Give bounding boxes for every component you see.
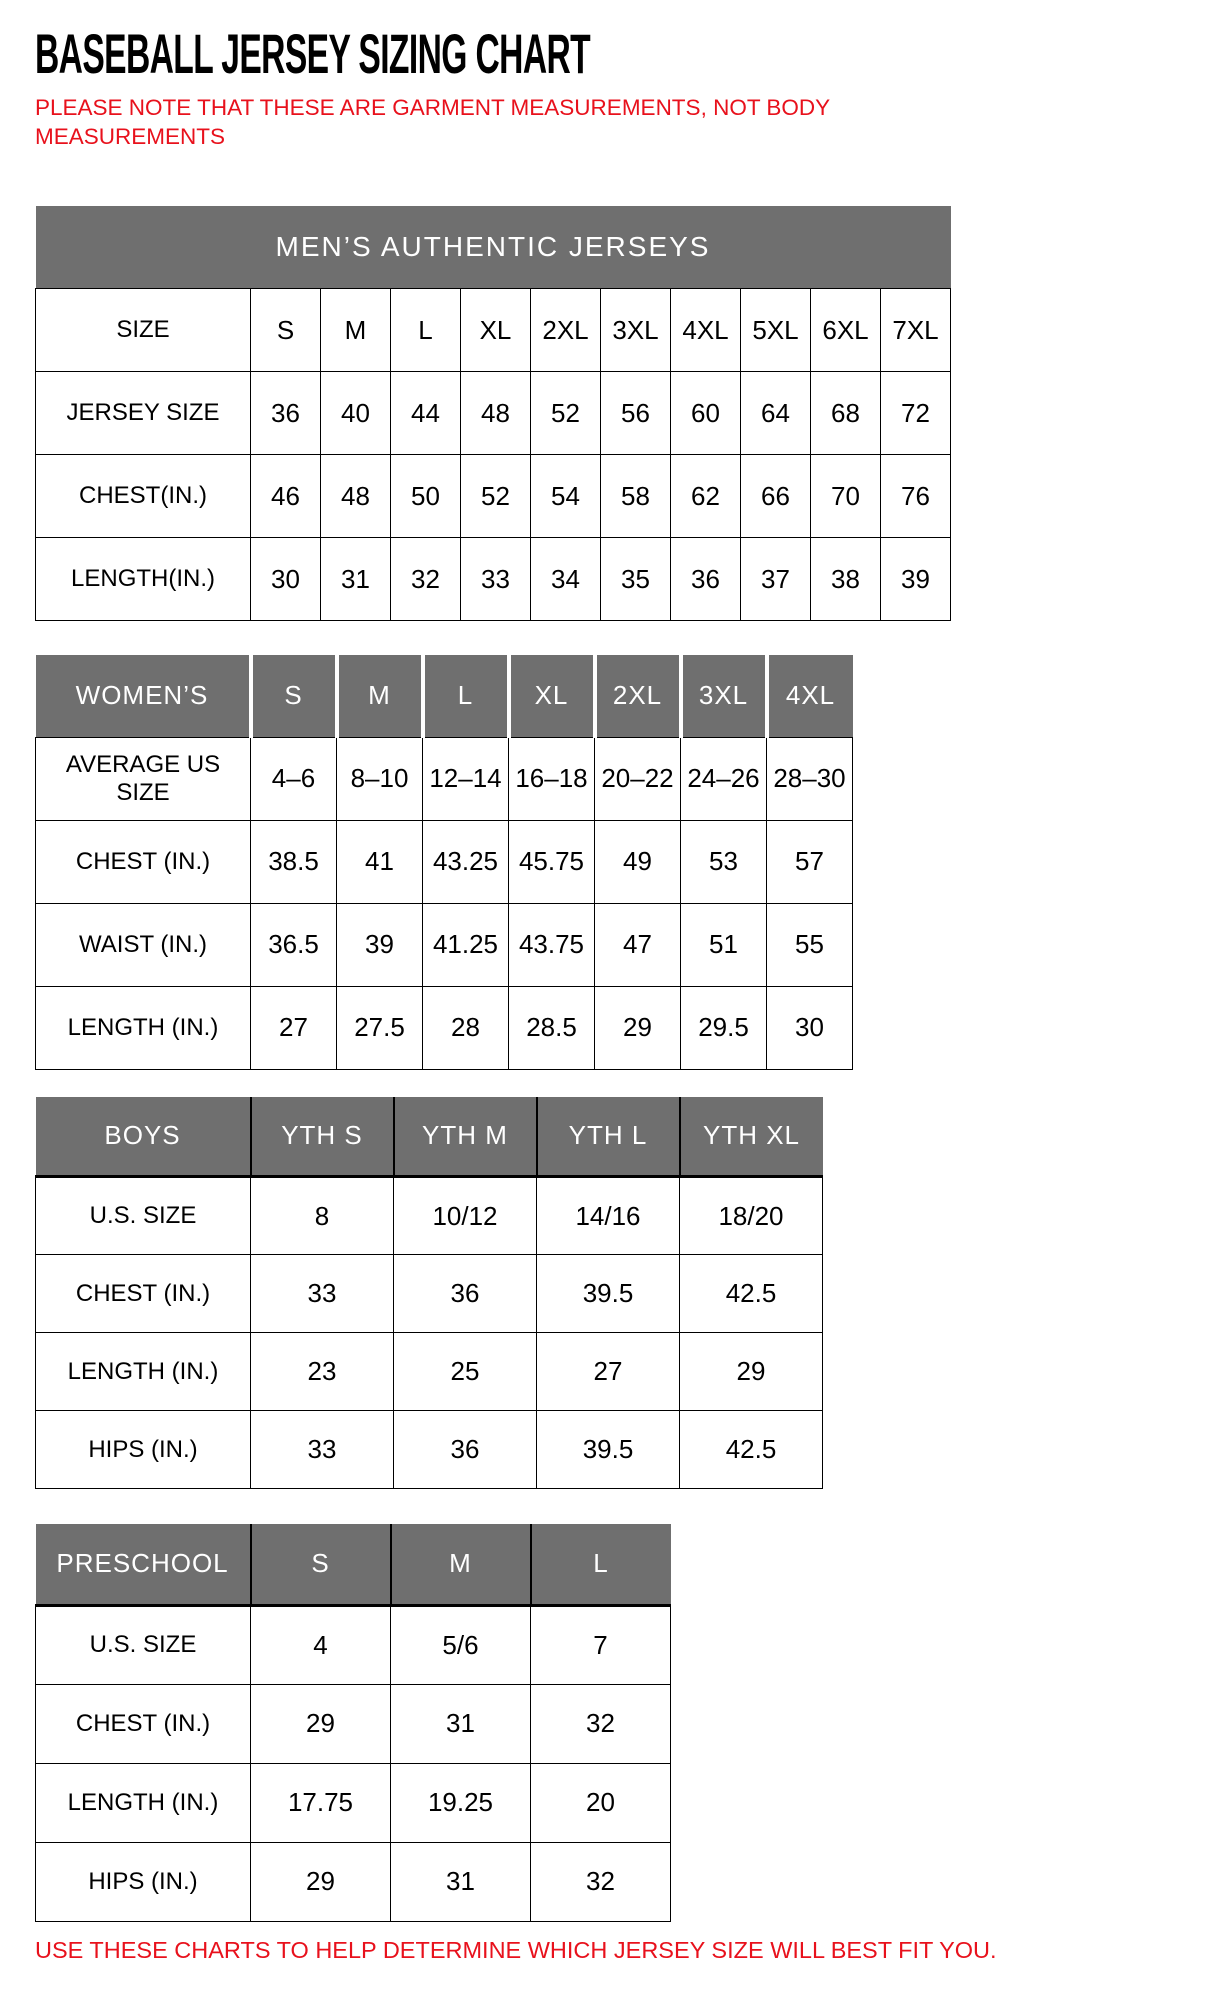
boys-sizing-table [35, 1097, 823, 1490]
data-cell: 8–10 [337, 737, 423, 820]
data-cell: 41 [337, 820, 423, 903]
data-cell: 10/12 [394, 1177, 537, 1255]
data-cell: 32 [391, 538, 461, 621]
column-header-cell: M [321, 289, 391, 372]
data-cell: 45.75 [509, 820, 595, 903]
womens-length-row [36, 986, 853, 1069]
data-cell: 8 [251, 1177, 394, 1255]
mens-chest-row [36, 455, 951, 538]
data-cell: 48 [321, 455, 391, 538]
data-cell: 33 [461, 538, 531, 621]
preschool-chest-row [36, 1684, 671, 1763]
data-cell: 39 [881, 538, 951, 621]
column-header-cell: 7XL [881, 289, 951, 372]
table-title-cell: PRESCHOOL [36, 1524, 251, 1605]
column-header-cell: YTH M [394, 1097, 537, 1177]
data-cell: 46 [251, 455, 321, 538]
column-header-cell: 2XL [531, 289, 601, 372]
fit-advice-footer: USE THESE CHARTS TO HELP DETERMINE WHICH JERSEY SIZE WILL BEST FIT YOU. [35, 1936, 997, 1963]
column-header-cell: 3XL [681, 655, 767, 737]
mens-banner-row [36, 206, 951, 289]
data-cell: 62 [671, 455, 741, 538]
data-cell: 58 [601, 455, 671, 538]
table-title-cell: BOYS [36, 1097, 251, 1177]
preschool-header-row [36, 1524, 671, 1605]
data-cell: 33 [251, 1411, 394, 1489]
data-cell: 54 [531, 455, 601, 538]
data-cell: 36 [671, 538, 741, 621]
data-cell: 14/16 [537, 1177, 680, 1255]
data-cell: 25 [394, 1333, 537, 1411]
row-label-cell: CHEST(IN.) [36, 455, 251, 538]
data-cell: 29 [680, 1333, 823, 1411]
column-header-cell: S [251, 289, 321, 372]
data-cell: 72 [881, 372, 951, 455]
data-cell: 40 [321, 372, 391, 455]
row-label-cell: CHEST (IN.) [36, 1255, 251, 1333]
row-label-cell: LENGTH (IN.) [36, 986, 251, 1069]
data-cell: 53 [681, 820, 767, 903]
data-cell: 31 [321, 538, 391, 621]
data-cell: 57 [767, 820, 853, 903]
mens-sizing-table [35, 206, 951, 622]
column-header-cell: L [391, 289, 461, 372]
row-label-cell: U.S. SIZE [36, 1177, 251, 1255]
row-label-cell: LENGTH(IN.) [36, 538, 251, 621]
data-cell: 39.5 [537, 1411, 680, 1489]
column-header-cell: L [531, 1524, 671, 1605]
data-cell: 27 [537, 1333, 680, 1411]
womens-waist-row [36, 903, 853, 986]
data-cell: 16–18 [509, 737, 595, 820]
row-label-cell: WAIST (IN.) [36, 903, 251, 986]
data-cell: 36 [251, 372, 321, 455]
preschool-length-row [36, 1763, 671, 1842]
column-header-cell: 5XL [741, 289, 811, 372]
row-label-cell: HIPS (IN.) [36, 1411, 251, 1489]
data-cell: 29.5 [681, 986, 767, 1069]
column-header-cell: 3XL [601, 289, 671, 372]
column-header-cell: 4XL [767, 655, 853, 737]
data-cell: 41.25 [423, 903, 509, 986]
column-header-cell: M [391, 1524, 531, 1605]
mens-banner: MEN’S AUTHENTIC JERSEYS [36, 206, 951, 289]
data-cell: 30 [767, 986, 853, 1069]
data-cell: 37 [741, 538, 811, 621]
data-cell: 23 [251, 1333, 394, 1411]
data-cell: 52 [531, 372, 601, 455]
table-title-cell: WOMEN’S [36, 655, 251, 737]
column-header-cell: 2XL [595, 655, 681, 737]
row-label-cell: CHEST (IN.) [36, 820, 251, 903]
boys-hips-row [36, 1411, 823, 1489]
column-header-cell: S [251, 655, 337, 737]
column-header-cell: 6XL [811, 289, 881, 372]
data-cell: 38 [811, 538, 881, 621]
preschool-hips-row [36, 1842, 671, 1921]
data-cell: 76 [881, 455, 951, 538]
data-cell: 20 [531, 1763, 671, 1842]
data-cell: 36.5 [251, 903, 337, 986]
data-cell: 29 [595, 986, 681, 1069]
data-cell: 17.75 [251, 1763, 391, 1842]
row-label-cell: LENGTH (IN.) [36, 1333, 251, 1411]
data-cell: 38.5 [251, 820, 337, 903]
data-cell: 51 [681, 903, 767, 986]
data-cell: 28–30 [767, 737, 853, 820]
row-label-cell: JERSEY SIZE [36, 372, 251, 455]
data-cell: 31 [391, 1684, 531, 1763]
preschool-sizing-table [35, 1524, 671, 1922]
column-header-cell: 4XL [671, 289, 741, 372]
data-cell: 50 [391, 455, 461, 538]
data-cell: 28 [423, 986, 509, 1069]
row-label-cell: LENGTH (IN.) [36, 1763, 251, 1842]
data-cell: 29 [251, 1684, 391, 1763]
data-cell: 27.5 [337, 986, 423, 1069]
data-cell: 20–22 [595, 737, 681, 820]
data-cell: 43.75 [509, 903, 595, 986]
column-header-cell: YTH XL [680, 1097, 823, 1177]
column-header-cell: YTH S [251, 1097, 394, 1177]
page-title: BASEBALL JERSEY SIZING CHART [35, 22, 591, 85]
data-cell: 7 [531, 1605, 671, 1684]
data-cell: 36 [394, 1411, 537, 1489]
preschool-us-size-row [36, 1605, 671, 1684]
column-header-cell: XL [509, 655, 595, 737]
data-cell: 47 [595, 903, 681, 986]
row-label-cell: CHEST (IN.) [36, 1684, 251, 1763]
data-cell: 5/6 [391, 1605, 531, 1684]
data-cell: 64 [741, 372, 811, 455]
data-cell: 4–6 [251, 737, 337, 820]
data-cell: 24–26 [681, 737, 767, 820]
data-cell: 42.5 [680, 1411, 823, 1489]
row-label-cell: AVERAGE US SIZE [36, 737, 251, 820]
data-cell: 28.5 [509, 986, 595, 1069]
data-cell: 33 [251, 1255, 394, 1333]
data-cell: 39 [337, 903, 423, 986]
data-cell: 52 [461, 455, 531, 538]
data-cell: 44 [391, 372, 461, 455]
data-cell: 60 [671, 372, 741, 455]
mens-size-header-row [36, 289, 951, 372]
data-cell: 43.25 [423, 820, 509, 903]
boys-us-size-row [36, 1177, 823, 1255]
page [0, 22, 1220, 1965]
data-cell: 56 [601, 372, 671, 455]
boys-length-row [36, 1333, 823, 1411]
column-header-cell: L [423, 655, 509, 737]
data-cell: 35 [601, 538, 671, 621]
data-cell: 39.5 [537, 1255, 680, 1333]
row-label-cell: U.S. SIZE [36, 1605, 251, 1684]
data-cell: 32 [531, 1842, 671, 1921]
data-cell: 36 [394, 1255, 537, 1333]
column-header-cell: YTH L [537, 1097, 680, 1177]
data-cell: 4 [251, 1605, 391, 1684]
row-label-cell: HIPS (IN.) [36, 1842, 251, 1921]
column-header-cell: S [251, 1524, 391, 1605]
column-header-cell: M [337, 655, 423, 737]
data-cell: 12–14 [423, 737, 509, 820]
data-cell: 55 [767, 903, 853, 986]
boys-chest-row [36, 1255, 823, 1333]
column-header-cell: XL [461, 289, 531, 372]
mens-length-row [36, 538, 951, 621]
data-cell: 19.25 [391, 1763, 531, 1842]
data-cell: 18/20 [680, 1177, 823, 1255]
data-cell: 49 [595, 820, 681, 903]
data-cell: 34 [531, 538, 601, 621]
data-cell: 32 [531, 1684, 671, 1763]
data-cell: 31 [391, 1842, 531, 1921]
womens-header-row [36, 655, 853, 737]
womens-sizing-table [35, 655, 853, 1070]
data-cell: 30 [251, 538, 321, 621]
data-cell: 68 [811, 372, 881, 455]
garment-measurement-note: PLEASE NOTE THAT THESE ARE GARMENT MEASUREMENTS, NOT BODY MEASUREMENTS [35, 95, 830, 149]
data-cell: 70 [811, 455, 881, 538]
data-cell: 66 [741, 455, 811, 538]
data-cell: 48 [461, 372, 531, 455]
data-cell: 27 [251, 986, 337, 1069]
row-label-cell: SIZE [36, 289, 251, 372]
womens-chest-row [36, 820, 853, 903]
boys-header-row [36, 1097, 823, 1177]
mens-jersey-size-row [36, 372, 951, 455]
data-cell: 29 [251, 1842, 391, 1921]
womens-us-size-row [36, 737, 853, 820]
data-cell: 42.5 [680, 1255, 823, 1333]
